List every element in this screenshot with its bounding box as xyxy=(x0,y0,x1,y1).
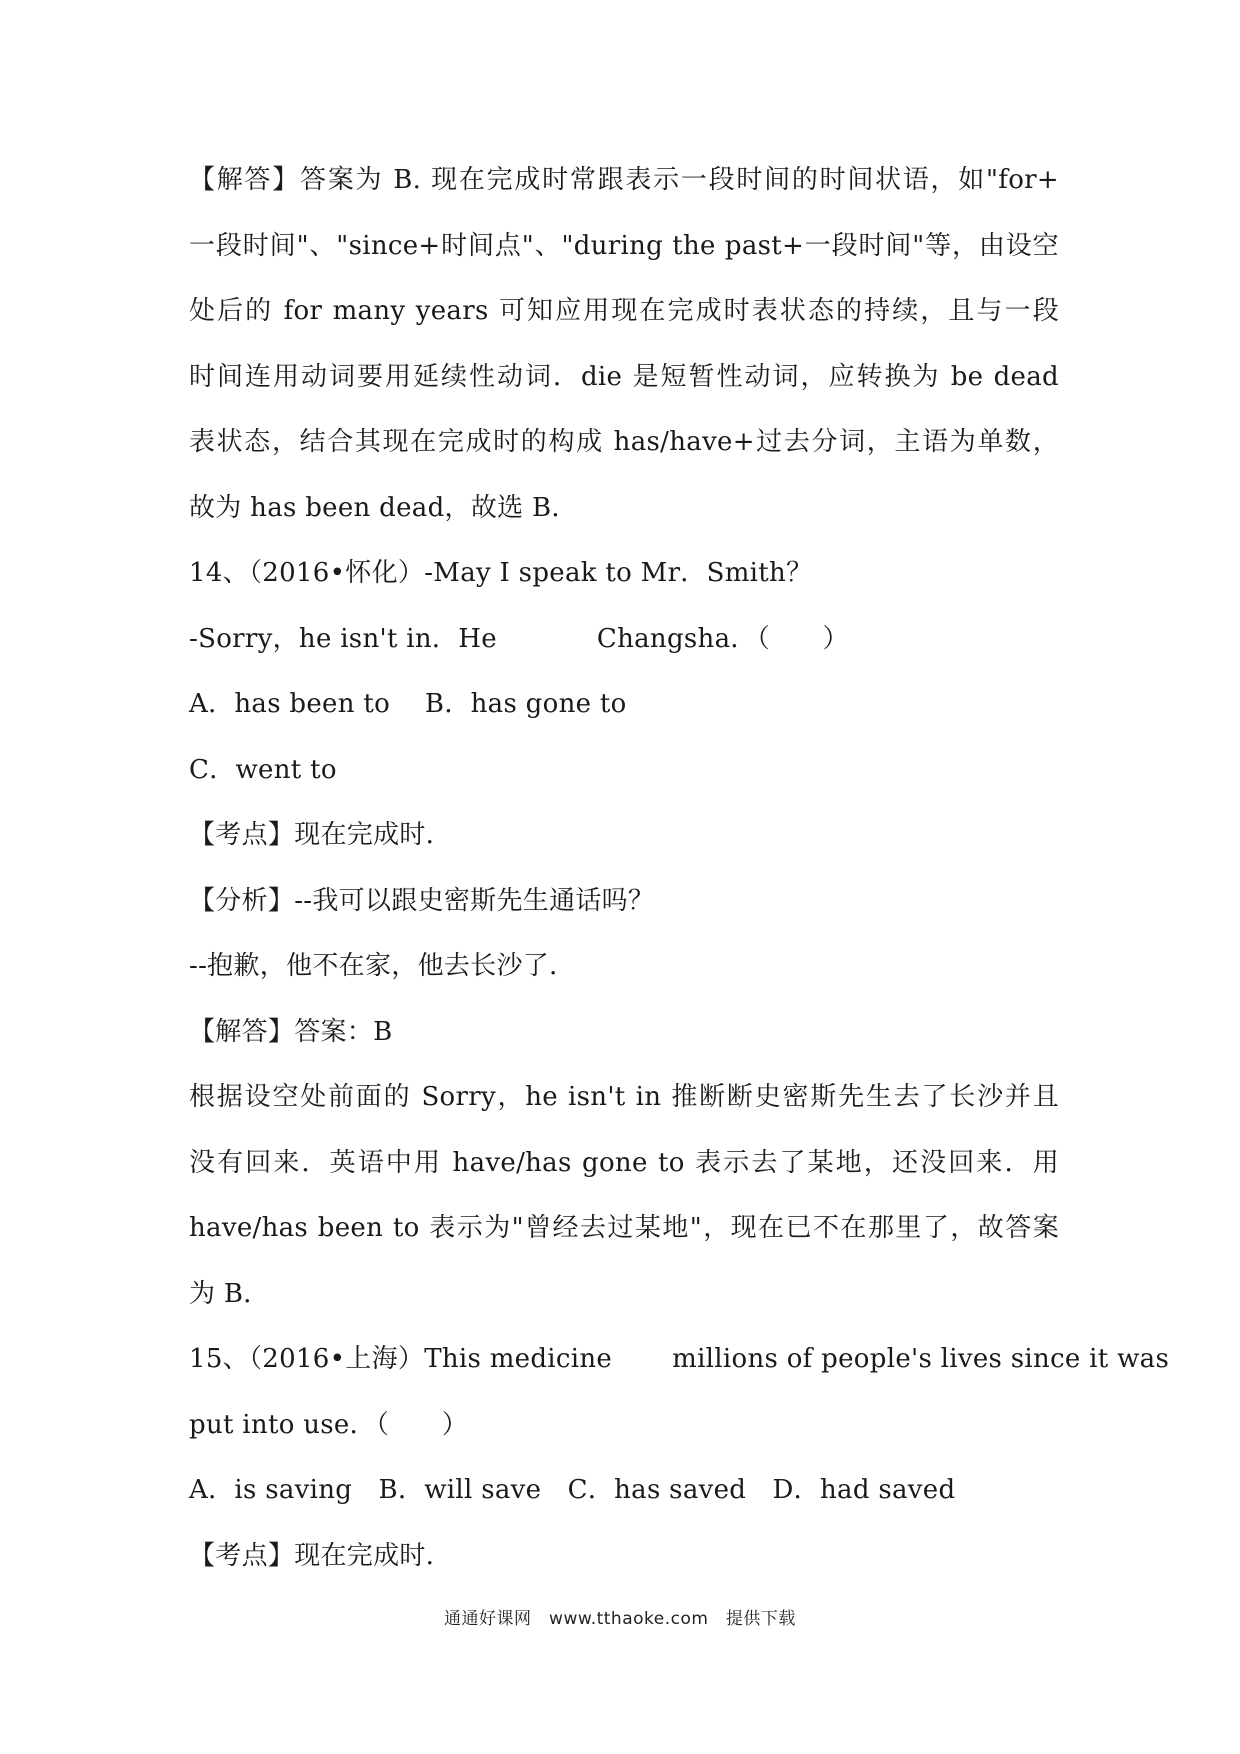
question-15-options: A．is saving B．will save C．has saved D．had saved xyxy=(189,1475,956,1505)
question-15-before-blank: 15、（2016•上海）This medicine xyxy=(189,1344,613,1374)
explanation-line: 没有回来．英语中用 have/has gone to 表示去了某地，还没回来．用 xyxy=(189,1147,1059,1178)
answer-text-line: 表状态，结合其现在完成时的构成 has/have+过去分词，主语为单数， xyxy=(189,427,1059,457)
analysis-line: --抱歉，他不在家，他去长沙了． xyxy=(189,951,576,981)
answer-text-line: 【解答】答案为 B. 现在完成时常跟表示一段时间的时间状语，如"for+ xyxy=(189,165,1059,195)
answer-text-line: 处后的 for many years 可知应用现在完成时表状态的持续，且与一段 xyxy=(189,296,1059,326)
explanation-line: have/has been to 表示为"曾经去过某地"，现在已不在那里了，故答案 xyxy=(189,1213,1059,1243)
knowledge-point: 【考点】现在完成时． xyxy=(189,1540,453,1571)
question-14-option-c: C．went to xyxy=(189,754,337,785)
explanation-line: 为 B． xyxy=(189,1278,270,1309)
document-body xyxy=(189,160,1170,1601)
explanation-line: 根据设空处前面的 Sorry，he isn't in 推断断史密斯先生去了长沙并且 xyxy=(189,1082,1059,1112)
question-14-stem: 14、（2016•怀化）-May I speak to Mr．Smith？ xyxy=(189,558,813,588)
question-14-options-ab: A．has been to B．has gone to xyxy=(189,689,627,719)
answer-line: 【解答】答案：B xyxy=(189,1016,393,1047)
question-14-before-blank: -Sorry，he isn't in．He xyxy=(189,623,497,654)
answer-text-line: 时间连用动词要用延续性动词．die 是短暂性动词，应转换为 be dead xyxy=(189,361,1059,392)
answer-text-line: 一段时间"、"since+时间点"、"during the past+一段时间"等，由设空 xyxy=(189,230,1059,261)
page-footer: 通通好课网 www.tthaoke.com 提供下载 xyxy=(444,1609,796,1629)
question-15-stem-continued: put into use．（ ） xyxy=(189,1409,469,1440)
question-15-after-blank: millions of people's lives since it was xyxy=(672,1344,1170,1374)
question-14-after-blank: Changsha．（ ） xyxy=(596,623,849,654)
question-15-stem xyxy=(189,1339,1170,1405)
analysis-line: 【分析】--我可以跟史密斯先生通话吗？ xyxy=(189,885,655,916)
answer-text-line: 故为 has been dead，故选 B． xyxy=(189,492,578,523)
question-14-dialogue xyxy=(189,619,1059,685)
knowledge-point: 【考点】现在完成时． xyxy=(189,820,453,850)
